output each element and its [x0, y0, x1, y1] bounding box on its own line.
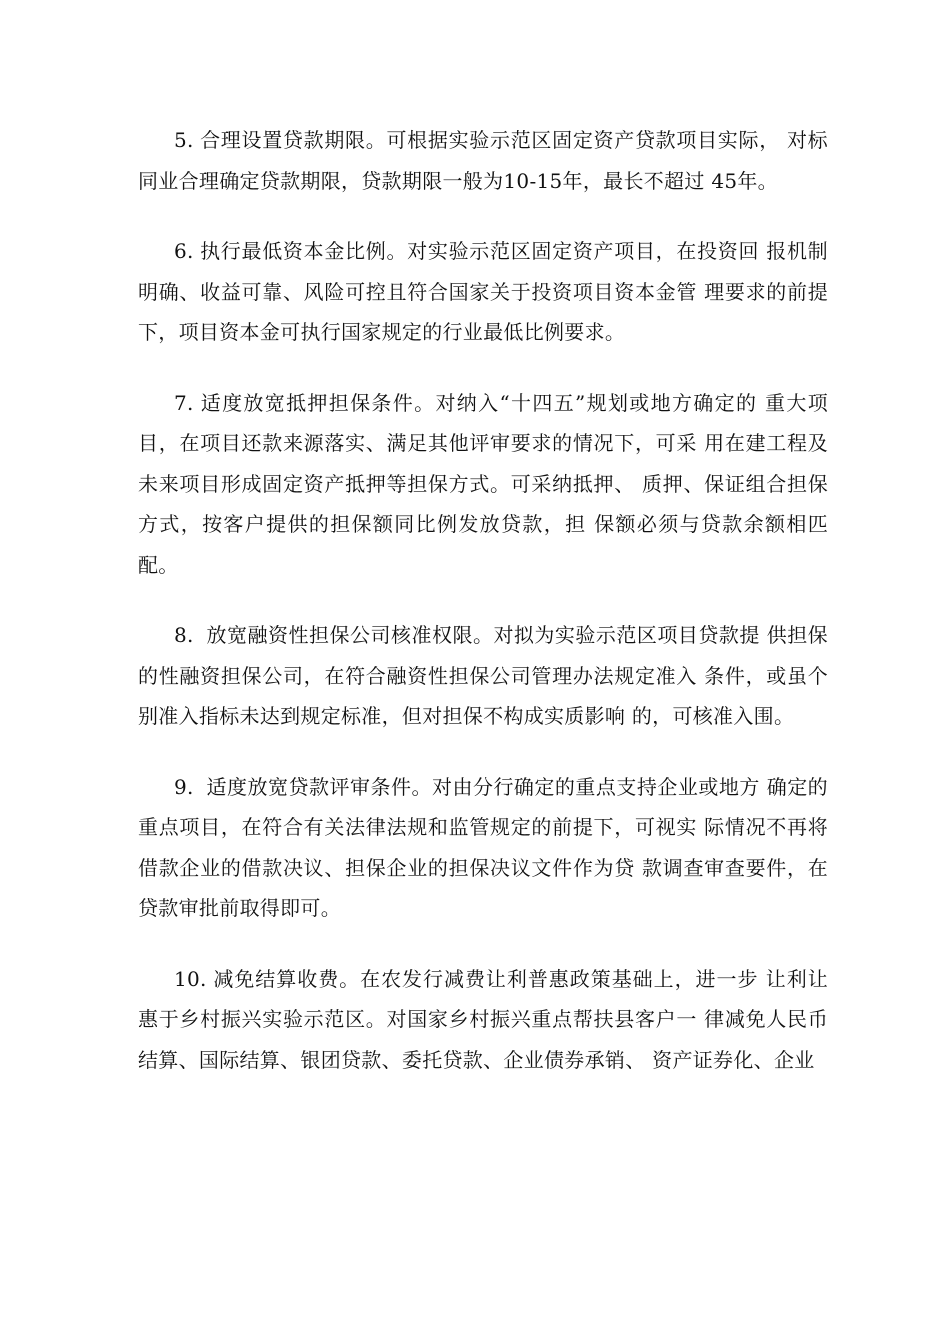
paragraph-text: 适度放宽抵押担保条件。对纳入“十四五”规划或地方确定的 重大项目，在项目还款来源落实、满足其他评审要求的情况下，可采 用在建工程及未来项目形成固定资产抵押等担保方式。可采纳抵押、 质押、保证组合担保方式，按客户提供的担保额同比例发放贷款，担 保额必须与贷款余额相匹配。 — [138, 390, 828, 577]
paragraph-text: 减免结算收费。在农发行减费让利普惠政策基础上，进一步 让利让惠于乡村振兴实验示范区。对国家乡村振兴重点帮扶县客户一 律减免人民币结算、国际结算、银团贷款、委托贷款、企业债券承销、 资产证券化、企业 — [138, 966, 828, 1072]
paragraph-6 — [138, 231, 828, 353]
paragraph-number: 9. — [174, 774, 194, 799]
paragraph-8 — [138, 615, 828, 737]
paragraph-number: 7. — [174, 390, 194, 415]
paragraph-7 — [138, 383, 828, 586]
document-body — [138, 120, 828, 1110]
paragraph-5 — [138, 120, 828, 201]
paragraph-number: 10. — [174, 966, 207, 991]
paragraph-10 — [138, 959, 828, 1081]
paragraph-number: 8. — [174, 623, 194, 647]
paragraph-text: 合理设置贷款期限。可根据实验示范区固定资产贷款项目实际， 对标同业合理确定贷款期限，贷款期限一般为10-15年，最长不超过 45年。 — [138, 128, 828, 193]
paragraph-text: 放宽融资性担保公司核准权限。对拟为实验示范区项目贷款提 供担保的性融资担保公司，在符合融资性担保公司管理办法规定准入 条件，或虽个别准入指标未达到规定标准，但对担保不构成实质影响 的，可核准入围。 — [138, 623, 828, 728]
paragraph-number: 5. — [174, 128, 194, 152]
paragraph-number: 6. — [174, 239, 194, 263]
paragraph-text: 执行最低资本金比例。对实验示范区固定资产项目，在投资回 报机制明确、收益可靠、风险可控且符合国家关于投资项目资本金管 理要求的前提下，项目资本金可执行国家规定的行业最低比例要求。 — [138, 239, 828, 344]
paragraph-9 — [138, 767, 828, 929]
paragraph-text: 适度放宽贷款评审条件。对由分行确定的重点支持企业或地方 确定的重点项目，在符合有关法律法规和监管规定的前提下，可视实 际情况不再将借款企业的借款决议、担保企业的担保决议文件作为贷 款调查审查要件，在贷款审批前取得即可。 — [138, 774, 828, 920]
